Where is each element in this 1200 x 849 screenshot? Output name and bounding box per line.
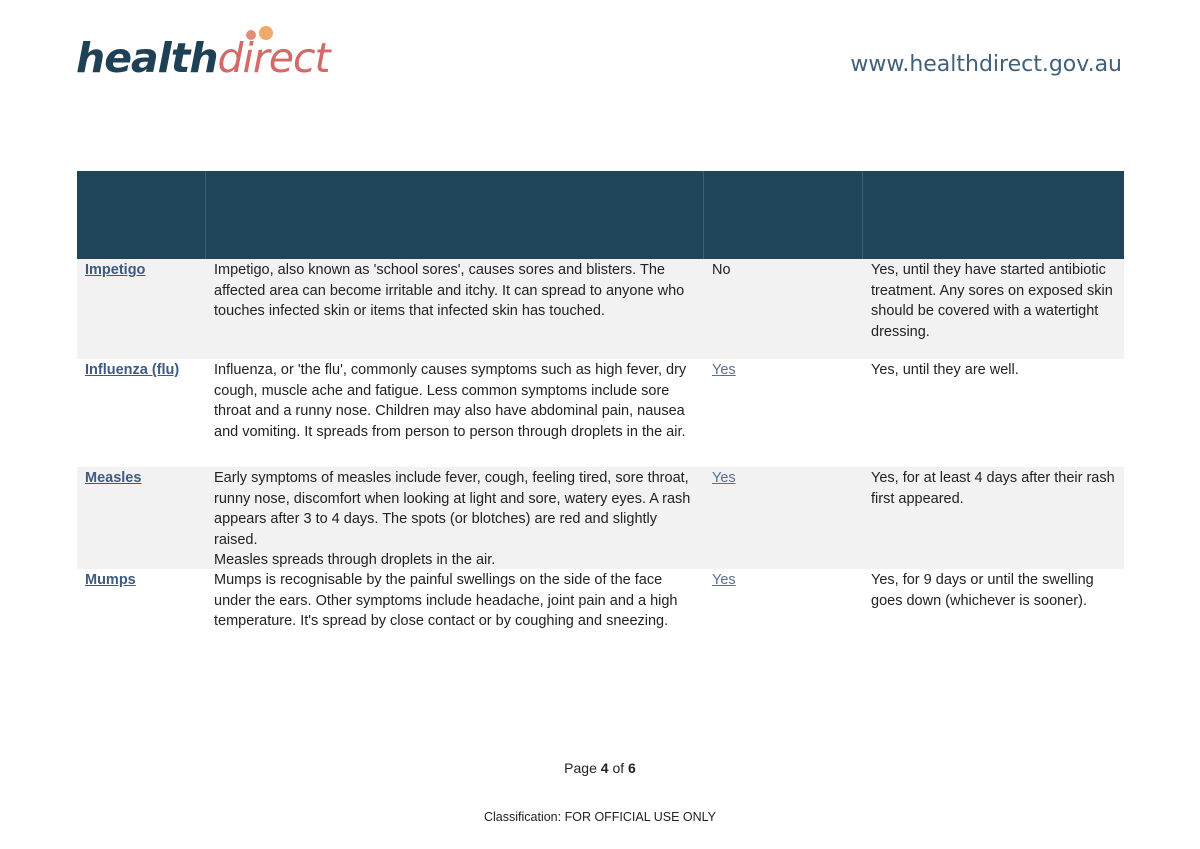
condition-cell xyxy=(77,569,206,639)
table-body xyxy=(77,259,1124,639)
page-number: Page 4 of 6 xyxy=(564,760,636,776)
condition-cell xyxy=(77,467,206,569)
table-row xyxy=(77,259,1124,359)
header-cell-exclusion xyxy=(863,171,1124,259)
condition-link[interactable]: Measles xyxy=(85,470,142,486)
header-cell-vaccine xyxy=(704,171,863,259)
vaccine-text: No xyxy=(712,262,731,278)
vaccine-cell xyxy=(704,569,863,639)
header-cell-description xyxy=(206,171,704,259)
conditions-table xyxy=(77,171,1124,639)
condition-cell xyxy=(77,259,206,359)
logo-wordmark: healthdirect xyxy=(76,34,330,82)
vaccine-link[interactable]: Yes xyxy=(712,572,736,588)
vaccine-link[interactable]: Yes xyxy=(712,470,736,486)
table-row xyxy=(77,467,1124,569)
description-cell: Mumps is recognisable by the painful swellings on the side of the face under the ears. Other symptoms include headache, joint pain and a high temperature. It's spread by close contact or by coughing and sneezing. xyxy=(214,572,678,629)
description-cell: Impetigo, also known as 'school sores', causes sores and blisters. The affected area can become irritable and itchy. It can spread to anyone who touches infected skin or items that infected skin has touched. xyxy=(214,262,685,319)
exclusion-cell: Yes, until they have started antibiotic treatment. Any sores on exposed skin should be covered with a watertight dressing. xyxy=(871,262,1113,340)
condition-link[interactable]: Influenza (flu) xyxy=(85,362,180,378)
healthdirect-logo xyxy=(76,22,330,86)
site-url: www.healthdirect.gov.au xyxy=(850,52,1122,77)
exclusion-cell: Yes, until they are well. xyxy=(871,362,1019,378)
vaccine-link[interactable]: Yes xyxy=(712,362,736,378)
exclusion-cell: Yes, for 9 days or until the swelling goes down (whichever is sooner). xyxy=(871,572,1094,609)
condition-cell xyxy=(77,359,206,467)
description-cell: Influenza, or 'the flu', commonly causes symptoms such as high fever, dry cough, muscle ache and fatigue. Less common symptoms include sore throat and a runny nose. Children may also have abdominal pain, nausea and vomiting. It spreads from person to person through droplets in the air. xyxy=(214,362,687,440)
vaccine-cell xyxy=(704,259,863,359)
header-cell-condition xyxy=(77,171,206,259)
table-row xyxy=(77,569,1124,639)
table-header xyxy=(77,171,1124,259)
condition-link[interactable]: Mumps xyxy=(85,572,136,588)
exclusion-cell: Yes, for at least 4 days after their rash first appeared. xyxy=(871,470,1115,507)
classification-label: Classification: FOR OFFICIAL USE ONLY xyxy=(484,810,716,824)
vaccine-cell xyxy=(704,359,863,467)
vaccine-cell xyxy=(704,467,863,569)
condition-link[interactable]: Impetigo xyxy=(85,262,146,278)
description-cell: Early symptoms of measles include fever, cough, feeling tired, sore throat, runny nose, discomfort when looking at light and sore, watery eyes. A rash appears after 3 to 4 days. The spots (or blotches) are red and slightly raised. Measles spreads through droplets in the air. xyxy=(214,470,691,568)
table-row xyxy=(77,359,1124,467)
